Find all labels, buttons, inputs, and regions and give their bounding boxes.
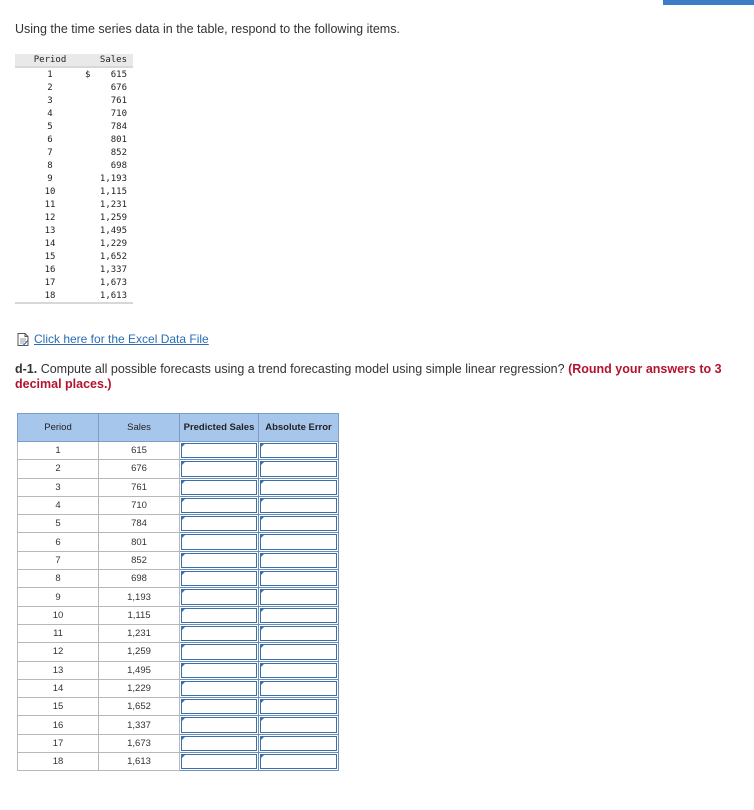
predicted-sales-input[interactable] bbox=[180, 533, 259, 551]
data-row bbox=[15, 107, 133, 120]
absolute-error-input-box[interactable] bbox=[260, 736, 337, 751]
input-marker-icon bbox=[260, 644, 265, 649]
input-marker-icon bbox=[181, 534, 186, 539]
answer-cell-sales: 801 bbox=[99, 533, 180, 551]
predicted-sales-input-box[interactable] bbox=[181, 516, 257, 531]
data-row bbox=[15, 133, 133, 146]
answer-header-period: Period bbox=[18, 414, 99, 442]
rounding-instruction: (Round your answers to 3 decimal places.) bbox=[15, 362, 722, 391]
predicted-sales-input[interactable] bbox=[180, 460, 259, 478]
answer-cell-sales: 852 bbox=[99, 551, 180, 569]
data-row bbox=[15, 185, 133, 198]
data-cell-sales-value: 615 bbox=[110, 69, 127, 80]
input-marker-icon bbox=[260, 498, 265, 503]
data-row bbox=[15, 120, 133, 133]
data-cell-sales bbox=[85, 94, 133, 107]
predicted-sales-input-box[interactable] bbox=[181, 754, 257, 769]
answer-header-predicted-sales: Predicted Sales bbox=[180, 414, 259, 442]
answer-row bbox=[18, 478, 339, 496]
data-cell-period: 14 bbox=[44, 238, 56, 249]
predicted-sales-input-box[interactable] bbox=[181, 480, 257, 495]
data-cell-sales-value: 852 bbox=[110, 147, 127, 158]
data-cell-sales-value: 761 bbox=[110, 95, 127, 106]
data-row bbox=[15, 211, 133, 224]
input-marker-icon bbox=[260, 608, 265, 613]
absolute-error-input[interactable] bbox=[259, 570, 339, 588]
answer-cell-period: 17 bbox=[18, 734, 99, 752]
data-row bbox=[15, 250, 133, 263]
answer-cell-period: 4 bbox=[18, 496, 99, 514]
input-marker-icon bbox=[181, 461, 186, 466]
data-row bbox=[15, 146, 133, 159]
data-cell-sales-value: 801 bbox=[110, 134, 127, 145]
predicted-sales-input-box[interactable] bbox=[181, 699, 257, 714]
answer-row bbox=[18, 460, 339, 478]
answer-cell-period: 3 bbox=[18, 478, 99, 496]
data-cell-sales-value: 1,673 bbox=[99, 277, 127, 288]
data-cell-sales bbox=[85, 289, 133, 303]
predicted-sales-input-box[interactable] bbox=[181, 461, 257, 476]
input-marker-icon bbox=[181, 608, 186, 613]
data-cell-period: 10 bbox=[44, 186, 56, 197]
data-row bbox=[15, 224, 133, 237]
answer-cell-sales: 1,115 bbox=[99, 606, 180, 624]
input-marker-icon bbox=[260, 736, 265, 741]
data-cell-sales-value: 1,259 bbox=[99, 212, 127, 223]
excel-link-text[interactable]: Click here for the Excel Data File bbox=[34, 332, 209, 346]
predicted-sales-input[interactable] bbox=[180, 624, 259, 642]
input-marker-icon bbox=[181, 644, 186, 649]
data-cell-period: 12 bbox=[44, 212, 56, 223]
answer-cell-period: 1 bbox=[18, 442, 99, 460]
absolute-error-input[interactable] bbox=[259, 460, 339, 478]
input-marker-icon bbox=[181, 589, 186, 594]
answer-cell-sales: 1,673 bbox=[99, 734, 180, 752]
input-marker-icon bbox=[260, 699, 265, 704]
answer-cell-period: 9 bbox=[18, 588, 99, 606]
predicted-sales-input[interactable] bbox=[180, 679, 259, 697]
answer-header-sales: Sales bbox=[99, 414, 180, 442]
data-cell-sales-value: 1,229 bbox=[99, 238, 127, 249]
absolute-error-input-box[interactable] bbox=[260, 699, 337, 714]
input-marker-icon bbox=[181, 571, 186, 576]
predicted-sales-input[interactable] bbox=[180, 698, 259, 716]
data-row bbox=[15, 159, 133, 172]
data-cell-sales bbox=[85, 224, 133, 237]
input-marker-icon bbox=[260, 553, 265, 558]
data-header-period: Period bbox=[15, 54, 85, 67]
predicted-sales-input[interactable] bbox=[180, 606, 259, 624]
absolute-error-input-box[interactable] bbox=[260, 754, 337, 769]
input-marker-icon bbox=[260, 461, 265, 466]
absolute-error-input-box[interactable] bbox=[260, 608, 337, 623]
data-cell-sales-value: 1,613 bbox=[99, 290, 127, 301]
predicted-sales-input[interactable] bbox=[180, 515, 259, 533]
question-number: d-1. bbox=[15, 362, 38, 376]
data-cell-period: 18 bbox=[15, 289, 85, 303]
answer-cell-sales: 1,231 bbox=[99, 624, 180, 642]
data-cell-period: 3 bbox=[47, 95, 53, 106]
predicted-sales-input-box[interactable] bbox=[181, 498, 257, 513]
input-marker-icon bbox=[260, 681, 265, 686]
data-cell-sales-value: 1,115 bbox=[99, 186, 127, 197]
absolute-error-input[interactable] bbox=[259, 661, 339, 679]
data-row bbox=[15, 67, 133, 81]
predicted-sales-input[interactable] bbox=[180, 661, 259, 679]
data-cell-period: 1 bbox=[47, 69, 53, 80]
currency-symbol: $ bbox=[85, 69, 91, 80]
predicted-sales-input-box[interactable] bbox=[181, 553, 257, 568]
answer-row bbox=[18, 551, 339, 569]
answer-row bbox=[18, 515, 339, 533]
data-cell-sales-value: 676 bbox=[110, 82, 127, 93]
data-cell-sales bbox=[85, 120, 133, 133]
absolute-error-input[interactable] bbox=[259, 698, 339, 716]
data-cell-period: 11 bbox=[44, 199, 56, 210]
excel-data-link[interactable] bbox=[17, 332, 209, 346]
absolute-error-input[interactable] bbox=[259, 551, 339, 569]
absolute-error-input[interactable] bbox=[259, 753, 339, 771]
absolute-error-input-box[interactable] bbox=[260, 443, 337, 458]
predicted-sales-input-box[interactable] bbox=[181, 571, 257, 586]
input-marker-icon bbox=[181, 626, 186, 631]
answer-cell-period: 15 bbox=[18, 698, 99, 716]
data-cell-sales bbox=[85, 81, 133, 94]
predicted-sales-input-box[interactable] bbox=[181, 717, 257, 732]
data-cell-sales-value: 710 bbox=[110, 108, 127, 119]
absolute-error-input-box[interactable] bbox=[260, 480, 337, 495]
absolute-error-input[interactable] bbox=[259, 679, 339, 697]
data-cell-sales-value: 698 bbox=[110, 160, 127, 171]
absolute-error-input-box[interactable] bbox=[260, 681, 337, 696]
predicted-sales-input[interactable] bbox=[180, 734, 259, 752]
predicted-sales-input-box[interactable] bbox=[181, 626, 257, 641]
input-marker-icon bbox=[260, 663, 265, 668]
absolute-error-input[interactable] bbox=[259, 442, 339, 460]
input-marker-icon bbox=[260, 589, 265, 594]
data-cell-sales bbox=[85, 250, 133, 263]
data-cell-sales-value: 1,652 bbox=[99, 251, 127, 262]
answer-cell-sales: 1,652 bbox=[99, 698, 180, 716]
top-accent-bar bbox=[663, 0, 754, 5]
input-marker-icon bbox=[181, 699, 186, 704]
data-table bbox=[15, 54, 133, 304]
input-marker-icon bbox=[260, 480, 265, 485]
absolute-error-input-box[interactable] bbox=[260, 663, 337, 678]
answer-table bbox=[17, 413, 339, 771]
absolute-error-input-box[interactable] bbox=[260, 534, 337, 549]
question-text: Compute all possible forecasts using a trend forecasting model using simple linear regression? bbox=[37, 362, 569, 376]
answer-row bbox=[18, 588, 339, 606]
answer-header-absolute-error: Absolute Error bbox=[259, 414, 339, 442]
absolute-error-input[interactable] bbox=[259, 716, 339, 734]
answer-cell-period: 14 bbox=[18, 679, 99, 697]
data-cell-sales bbox=[85, 67, 133, 81]
answer-row bbox=[18, 606, 339, 624]
input-marker-icon bbox=[181, 681, 186, 686]
answer-cell-period: 2 bbox=[18, 460, 99, 478]
data-row bbox=[15, 276, 133, 289]
answer-row bbox=[18, 496, 339, 514]
data-cell-sales bbox=[85, 211, 133, 224]
predicted-sales-input-box[interactable] bbox=[181, 608, 257, 623]
data-cell-period: 6 bbox=[47, 134, 53, 145]
predicted-sales-input[interactable] bbox=[180, 753, 259, 771]
data-cell-period: 15 bbox=[44, 251, 56, 262]
input-marker-icon bbox=[181, 553, 186, 558]
input-marker-icon bbox=[260, 571, 265, 576]
predicted-sales-input[interactable] bbox=[180, 643, 259, 661]
answer-row bbox=[18, 698, 339, 716]
data-header-sales: Sales bbox=[85, 54, 133, 67]
data-cell-sales bbox=[85, 198, 133, 211]
data-cell-sales bbox=[85, 172, 133, 185]
absolute-error-input-box[interactable] bbox=[260, 717, 337, 732]
predicted-sales-input-box[interactable] bbox=[181, 663, 257, 678]
answer-row bbox=[18, 716, 339, 734]
predicted-sales-input-box[interactable] bbox=[181, 534, 257, 549]
predicted-sales-input[interactable] bbox=[180, 716, 259, 734]
input-marker-icon bbox=[181, 663, 186, 668]
question-d1 bbox=[15, 362, 735, 392]
intro-text: Using the time series data in the table, respond to the following items. bbox=[15, 22, 400, 36]
absolute-error-input-box[interactable] bbox=[260, 571, 337, 586]
answer-cell-period: 18 bbox=[18, 753, 99, 771]
data-cell-period: 5 bbox=[47, 121, 53, 132]
data-row bbox=[15, 289, 133, 303]
answer-cell-sales: 1,337 bbox=[99, 716, 180, 734]
input-marker-icon bbox=[260, 516, 265, 521]
data-cell-period: 16 bbox=[44, 264, 56, 275]
answer-cell-sales: 1,193 bbox=[99, 588, 180, 606]
absolute-error-input[interactable] bbox=[259, 624, 339, 642]
data-cell-sales bbox=[85, 276, 133, 289]
predicted-sales-input-box[interactable] bbox=[181, 644, 257, 659]
predicted-sales-input[interactable] bbox=[180, 570, 259, 588]
absolute-error-input[interactable] bbox=[259, 643, 339, 661]
data-cell-sales-value: 1,495 bbox=[99, 225, 127, 236]
absolute-error-input-box[interactable] bbox=[260, 498, 337, 513]
answer-row bbox=[18, 643, 339, 661]
data-cell-sales-value: 1,231 bbox=[99, 199, 127, 210]
answer-cell-sales: 1,229 bbox=[99, 679, 180, 697]
input-marker-icon bbox=[181, 498, 186, 503]
input-marker-icon bbox=[181, 754, 186, 759]
input-marker-icon bbox=[260, 717, 265, 722]
answer-row bbox=[18, 734, 339, 752]
answer-row bbox=[18, 753, 339, 771]
predicted-sales-input[interactable] bbox=[180, 478, 259, 496]
input-marker-icon bbox=[260, 754, 265, 759]
absolute-error-input[interactable] bbox=[259, 588, 339, 606]
absolute-error-input-box[interactable] bbox=[260, 553, 337, 568]
answer-cell-sales: 1,259 bbox=[99, 643, 180, 661]
file-icon bbox=[17, 333, 29, 346]
answer-cell-sales: 615 bbox=[99, 442, 180, 460]
answer-row bbox=[18, 624, 339, 642]
data-cell-sales bbox=[85, 107, 133, 120]
answer-cell-period: 8 bbox=[18, 570, 99, 588]
input-marker-icon bbox=[181, 480, 186, 485]
answer-cell-period: 7 bbox=[18, 551, 99, 569]
predicted-sales-input[interactable] bbox=[180, 442, 259, 460]
input-marker-icon bbox=[260, 626, 265, 631]
absolute-error-input-box[interactable] bbox=[260, 516, 337, 531]
data-row bbox=[15, 263, 133, 276]
absolute-error-input-box[interactable] bbox=[260, 626, 337, 641]
absolute-error-input[interactable] bbox=[259, 734, 339, 752]
data-cell-sales-value: 1,337 bbox=[99, 264, 127, 275]
absolute-error-input[interactable] bbox=[259, 496, 339, 514]
data-cell-period: 17 bbox=[44, 277, 56, 288]
answer-row bbox=[18, 442, 339, 460]
answer-row bbox=[18, 533, 339, 551]
answer-cell-period: 6 bbox=[18, 533, 99, 551]
absolute-error-input[interactable] bbox=[259, 515, 339, 533]
predicted-sales-input-box[interactable] bbox=[181, 589, 257, 604]
absolute-error-input-box[interactable] bbox=[260, 644, 337, 659]
predicted-sales-input[interactable] bbox=[180, 551, 259, 569]
data-cell-period: 13 bbox=[44, 225, 56, 236]
answer-row bbox=[18, 570, 339, 588]
answer-cell-period: 5 bbox=[18, 515, 99, 533]
input-marker-icon bbox=[260, 534, 265, 539]
predicted-sales-input-box[interactable] bbox=[181, 443, 257, 458]
data-cell-sales bbox=[85, 263, 133, 276]
data-cell-sales-value: 1,193 bbox=[99, 173, 127, 184]
data-cell-period: 9 bbox=[47, 173, 53, 184]
data-row bbox=[15, 237, 133, 250]
input-marker-icon bbox=[181, 443, 186, 448]
data-row bbox=[15, 94, 133, 107]
absolute-error-input[interactable] bbox=[259, 478, 339, 496]
answer-cell-period: 16 bbox=[18, 716, 99, 734]
answer-cell-sales: 761 bbox=[99, 478, 180, 496]
answer-cell-period: 13 bbox=[18, 661, 99, 679]
data-cell-period: 8 bbox=[47, 160, 53, 171]
predicted-sales-input[interactable] bbox=[180, 496, 259, 514]
answer-cell-period: 11 bbox=[18, 624, 99, 642]
data-cell-period: 4 bbox=[47, 108, 53, 119]
data-cell-sales bbox=[85, 133, 133, 146]
data-row bbox=[15, 81, 133, 94]
data-cell-sales bbox=[85, 146, 133, 159]
answer-row bbox=[18, 679, 339, 697]
answer-cell-sales: 1,495 bbox=[99, 661, 180, 679]
predicted-sales-input[interactable] bbox=[180, 588, 259, 606]
input-marker-icon bbox=[260, 443, 265, 448]
data-cell-period: 7 bbox=[47, 147, 53, 158]
answer-cell-sales: 1,613 bbox=[99, 753, 180, 771]
answer-cell-sales: 710 bbox=[99, 496, 180, 514]
input-marker-icon bbox=[181, 516, 186, 521]
answer-cell-period: 12 bbox=[18, 643, 99, 661]
answer-cell-sales: 784 bbox=[99, 515, 180, 533]
input-marker-icon bbox=[181, 736, 186, 741]
data-cell-sales-value: 784 bbox=[110, 121, 127, 132]
answer-cell-sales: 676 bbox=[99, 460, 180, 478]
answer-cell-period: 10 bbox=[18, 606, 99, 624]
data-cell-sales bbox=[85, 185, 133, 198]
data-cell-sales bbox=[85, 159, 133, 172]
absolute-error-input[interactable] bbox=[259, 533, 339, 551]
data-row bbox=[15, 198, 133, 211]
absolute-error-input[interactable] bbox=[259, 606, 339, 624]
data-cell-sales bbox=[85, 237, 133, 250]
data-cell-period: 2 bbox=[47, 82, 53, 93]
absolute-error-input-box[interactable] bbox=[260, 589, 337, 604]
answer-cell-sales: 698 bbox=[99, 570, 180, 588]
data-row bbox=[15, 172, 133, 185]
predicted-sales-input-box[interactable] bbox=[181, 736, 257, 751]
input-marker-icon bbox=[181, 717, 186, 722]
predicted-sales-input-box[interactable] bbox=[181, 681, 257, 696]
absolute-error-input-box[interactable] bbox=[260, 461, 337, 476]
answer-row bbox=[18, 661, 339, 679]
